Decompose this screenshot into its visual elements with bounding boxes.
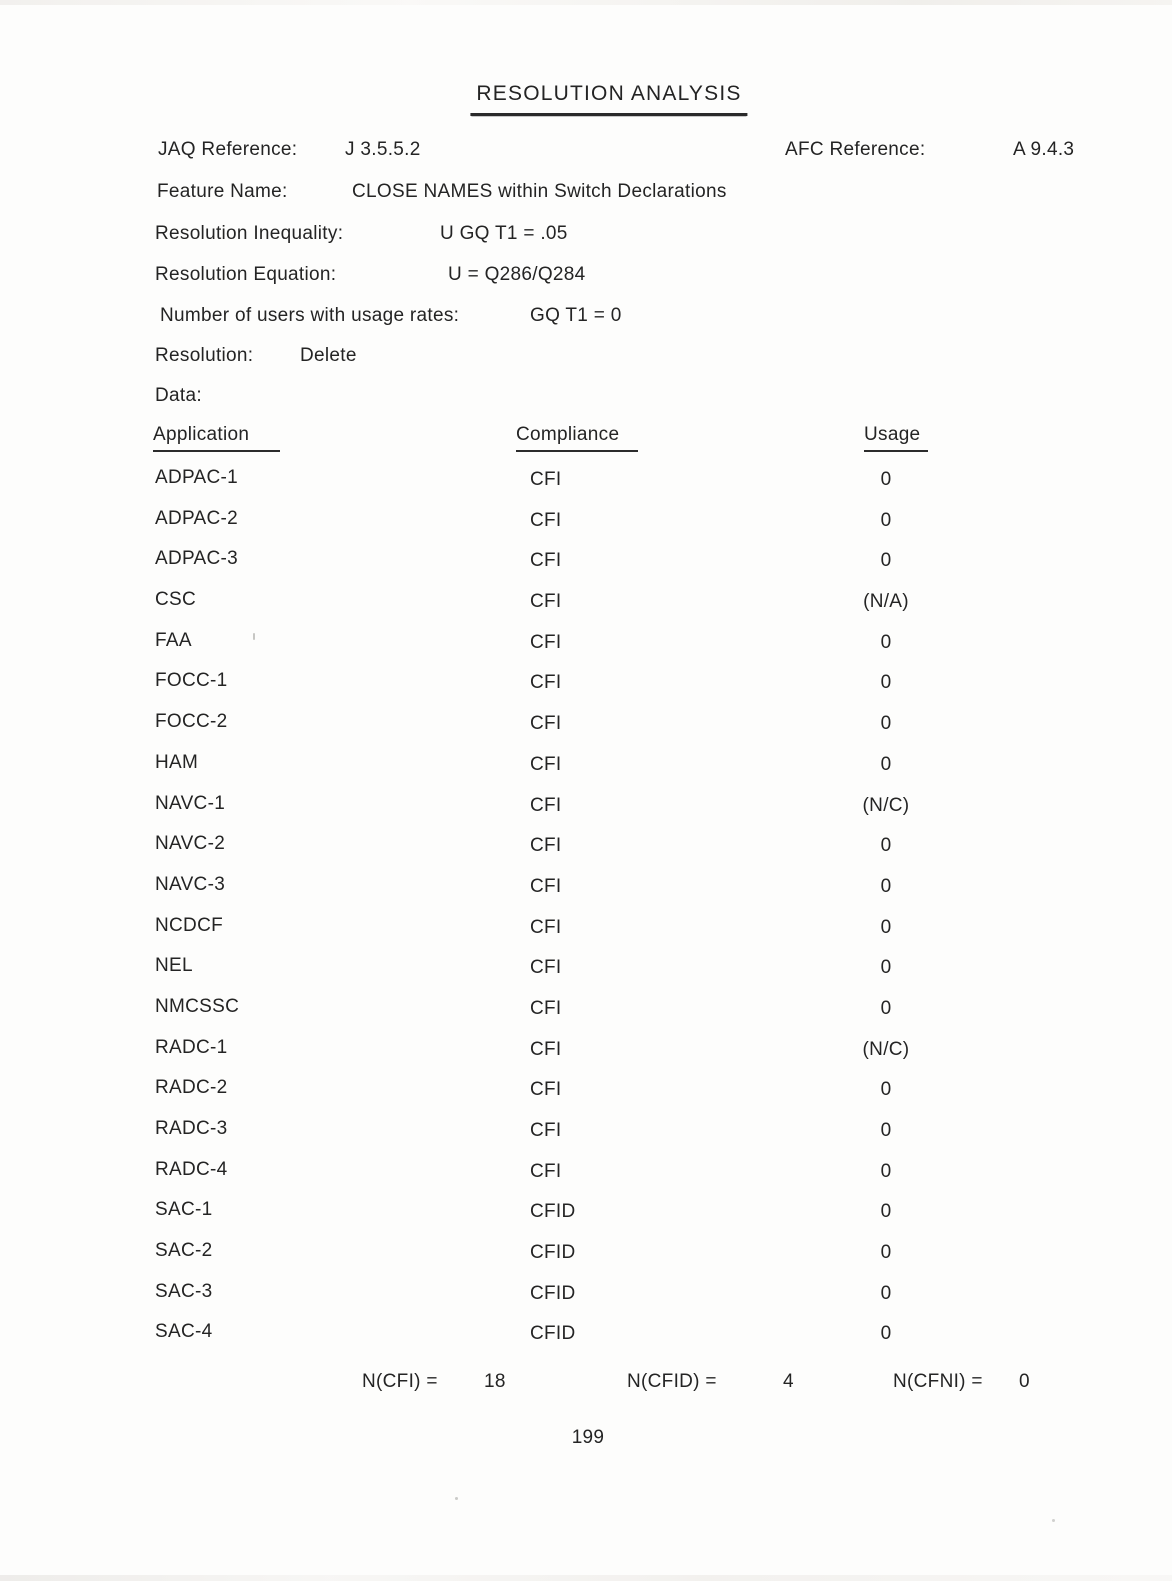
compliance-cell: CFI: [530, 957, 562, 979]
resolution-value: Delete: [300, 345, 357, 366]
usage-cell: 0: [880, 1120, 892, 1141]
application-cell: RADC-2: [155, 1077, 228, 1099]
application-cell: NAVC-1: [155, 792, 226, 814]
usage-cell: 0: [880, 753, 892, 775]
field-row-references: [0, 139, 1172, 165]
compliance-cell: CFI: [530, 672, 562, 694]
table-row: [0, 508, 1172, 549]
application-cell: ADPAC-3: [155, 548, 239, 570]
compliance-cell: CFI: [530, 469, 562, 490]
compliance-cell: CFI: [530, 713, 562, 735]
jaq-reference-label: JAQ Reference:: [158, 139, 298, 160]
application-cell: SAC-3: [155, 1280, 213, 1302]
resolution-inequality-label: Resolution Inequality:: [155, 223, 344, 244]
compliance-cell: CFI: [530, 550, 562, 572]
table-row: [0, 915, 1172, 956]
usage-cell: 0: [880, 835, 892, 857]
compliance-cell: CFI: [530, 1160, 562, 1182]
application-cell: SAC-1: [155, 1199, 213, 1221]
resolution-label: Resolution:: [155, 345, 254, 366]
feature-name-label: Feature Name:: [157, 181, 288, 202]
application-cell: SAC-4: [155, 1321, 213, 1343]
usage-cell: 0: [880, 631, 892, 653]
field-row-resolution-equation: [0, 264, 1172, 290]
users-usage-rates-value: GQ T1 = 0: [530, 305, 622, 326]
resolution-equation-value: U = Q286/Q284: [448, 264, 586, 285]
application-cell: FOCC-1: [155, 670, 228, 692]
n-cfni-label: N(CFNI) =: [893, 1371, 983, 1392]
usage-cell: 0: [880, 1323, 892, 1345]
usage-cell: 0: [880, 916, 892, 938]
usage-cell: 0: [880, 713, 892, 735]
usage-cell: 0: [880, 1201, 892, 1223]
compliance-cell: CFI: [530, 916, 562, 938]
compliance-cell: CFI: [530, 631, 562, 653]
scan-speck: [455, 1497, 458, 1500]
compliance-cell: CFID: [530, 1323, 576, 1345]
table-body: [0, 467, 1172, 1362]
application-cell: NAVC-3: [155, 873, 226, 895]
application-cell: NCDCF: [155, 914, 223, 936]
summary-counts-row: [0, 1371, 1172, 1397]
table-row: [0, 711, 1172, 752]
n-cfi-label: N(CFI) =: [362, 1371, 438, 1392]
compliance-cell: CFI: [530, 835, 562, 857]
application-cell: NEL: [155, 955, 193, 977]
scan-speck: [253, 633, 255, 640]
column-header-application: Application: [153, 424, 280, 452]
usage-cell: 0: [880, 1079, 892, 1101]
table-row: [0, 1037, 1172, 1078]
field-row-resolution-inequality: [0, 223, 1172, 249]
usage-cell: 0: [880, 1242, 892, 1264]
table-row: [0, 955, 1172, 996]
field-row-data: [0, 385, 1172, 411]
compliance-cell: CFI: [530, 1038, 562, 1060]
compliance-cell: CFI: [530, 794, 562, 816]
table-row: [0, 1199, 1172, 1240]
compliance-cell: CFI: [530, 1120, 562, 1141]
application-cell: NMCSSC: [155, 995, 240, 1017]
compliance-cell: CFI: [530, 875, 562, 897]
table-row: [0, 630, 1172, 671]
application-cell: HAM: [155, 751, 199, 773]
table-row: [0, 1321, 1172, 1362]
usage-cell: 0: [880, 1160, 892, 1182]
field-row-resolution: [0, 345, 1172, 371]
usage-cell: (N/C): [862, 1038, 910, 1060]
scan-edge-top: [0, 0, 1172, 5]
compliance-cell: CFI: [530, 997, 562, 1019]
table-row: [0, 1077, 1172, 1118]
table-row: [0, 1118, 1172, 1159]
page-number: 199: [571, 1427, 605, 1448]
application-cell: NAVC-2: [155, 833, 226, 855]
n-cfid-value: 4: [783, 1371, 794, 1392]
table-row: [0, 1240, 1172, 1281]
application-cell: RADC-3: [155, 1118, 228, 1139]
table-row: [0, 752, 1172, 793]
usage-cell: 0: [880, 997, 892, 1019]
application-cell: FOCC-2: [155, 711, 228, 733]
application-cell: FAA: [155, 629, 192, 651]
compliance-cell: CFI: [530, 753, 562, 775]
table-row: [0, 467, 1172, 508]
resolution-inequality-value: U GQ T1 = .05: [440, 223, 568, 244]
usage-cell: 0: [880, 509, 892, 531]
table-row: [0, 1159, 1172, 1200]
feature-name-value: CLOSE NAMES within Switch Declarations: [352, 181, 727, 202]
table-header-row: [0, 424, 1172, 456]
usage-cell: 0: [880, 469, 892, 490]
table-row: [0, 548, 1172, 589]
compliance-cell: CFI: [530, 509, 562, 531]
data-label: Data:: [155, 385, 202, 406]
afc-reference-value: A 9.4.3: [1013, 139, 1075, 160]
usage-cell: 0: [880, 672, 892, 694]
application-cell: CSC: [155, 589, 197, 611]
usage-cell: (N/C): [862, 794, 910, 816]
n-cfid-label: N(CFID) =: [627, 1371, 717, 1392]
application-cell: SAC-2: [155, 1240, 213, 1262]
compliance-cell: CFID: [530, 1242, 576, 1264]
page-title: RESOLUTION ANALYSIS: [470, 82, 747, 116]
table-row: [0, 874, 1172, 915]
usage-cell: 0: [880, 957, 892, 979]
compliance-cell: CFI: [530, 591, 562, 613]
jaq-reference-value: J 3.5.5.2: [345, 139, 421, 160]
table-row: [0, 589, 1172, 630]
usage-cell: (N/A): [863, 591, 909, 613]
usage-cell: 0: [880, 1282, 892, 1304]
table-row: [0, 793, 1172, 834]
compliance-cell: CFID: [530, 1201, 576, 1223]
table-row: [0, 670, 1172, 711]
table-row: [0, 833, 1172, 874]
scan-edge-bottom: [0, 1575, 1172, 1581]
column-header-usage: Usage: [864, 424, 928, 452]
field-row-users-usage-rates: [0, 305, 1172, 331]
application-cell: ADPAC-2: [155, 507, 239, 529]
compliance-cell: CFID: [530, 1282, 576, 1304]
compliance-cell: CFI: [530, 1079, 562, 1101]
column-header-compliance: Compliance: [516, 424, 638, 452]
table-row: [0, 1281, 1172, 1322]
application-cell: RADC-1: [155, 1036, 228, 1058]
usage-cell: 0: [880, 875, 892, 897]
n-cfni-value: 0: [1019, 1371, 1030, 1392]
scan-speck: [1052, 1519, 1055, 1522]
field-row-feature-name: [0, 181, 1172, 207]
users-usage-rates-label: Number of users with usage rates:: [160, 305, 460, 326]
application-cell: RADC-4: [155, 1158, 228, 1180]
resolution-equation-label: Resolution Equation:: [155, 264, 337, 285]
application-cell: ADPAC-1: [155, 467, 239, 488]
n-cfi-value: 18: [484, 1371, 506, 1392]
table-row: [0, 996, 1172, 1037]
afc-reference-label: AFC Reference:: [785, 139, 926, 160]
usage-cell: 0: [880, 550, 892, 572]
